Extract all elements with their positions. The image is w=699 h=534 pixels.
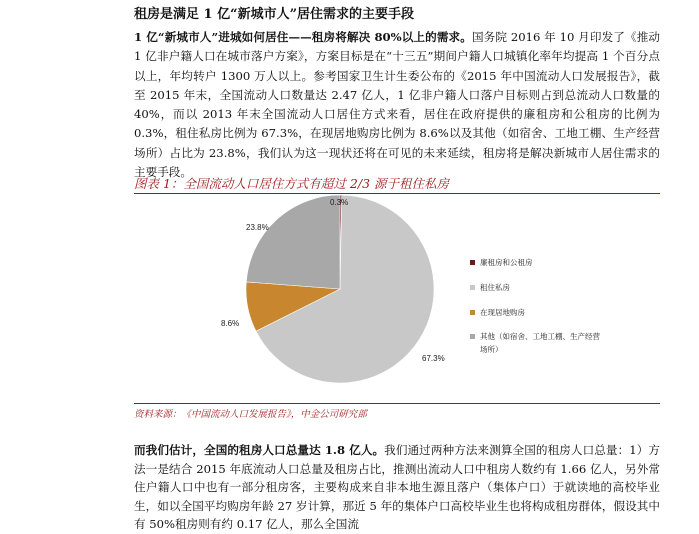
- pie-slice-other: [246, 195, 340, 289]
- legend-swatch-3: [470, 334, 475, 339]
- legend-item-0: [470, 256, 630, 269]
- legend-label-1: 租住私房: [480, 283, 510, 292]
- legend-label-2: 在现居地购房: [480, 308, 525, 317]
- legend-item-3: [470, 330, 630, 356]
- pie-label-3: 23.8%: [246, 223, 269, 232]
- intro-body: 国务院 2016 年 10 月印发了《推动 1 亿非户籍人口在城市落户方案》，方案目标是在“十三五”期间户籍人口城镇化率年均提高 1 个百分点以上，年均转户 1300 万人以上。参考国家卫生计生委公布的《2015 年中国流动人口发展报告》，截至 2015 年末，全国流动人口数量达 2.47 亿人，1 亿非户籍人口落户目标则占到总流动人口数量的 40%，而以 2013 年末全国流动人口居住方式来看，居住在政府提供的廉租房和公租房的比例为 0.3%，租住私房比例为 67.3%，在现居地购房比例为 8.6%以及其他（如宿舍、工地工棚、生产经营场所）占比为 23.8%，我们认为这一现状还将在可见的未来延续，租房将是解决新城市人居住需求的主要手段。: [134, 30, 660, 180]
- pie-label-2: 8.6%: [221, 319, 240, 328]
- figure-title: 图表 1：全国流动人口居住方式有超过 2/3 源于租住私房: [134, 176, 449, 191]
- estimate-lead: 而我们估计，全国的租房人口总量达 1.8 亿人。: [134, 443, 385, 457]
- figure-bottom-rule: [134, 403, 660, 404]
- estimate-body: 我们通过两种方法来测算全国的租房人口总量：1）方法一是结合 2015 年底流动人口总量及租房占比，推测出流动人口中租房人数约有 1.66 亿人，另外常住户籍人口中也有一部分租房客，主要构成来自非本地生源且落户（集体户口）于就读地的高校毕业生，如以全国平均购房年龄 27 岁计算，那近 5 年的集体户口高校毕业生也将构成租房群体，假设其中有 50%租房则有约 0.17 亿人，那么全国流: [134, 443, 660, 532]
- pie-label-0: 0.3%: [330, 198, 349, 207]
- intro-lead: 1 亿“新城市人”进城如何居住——租房将解决 80%以上的需求。: [134, 30, 472, 44]
- legend-label-3: 其他（如宿舍、工地工棚、生产经营场所）: [480, 332, 600, 354]
- figure-source: 资料来源：《中国流动人口发展报告》，中金公司研究部: [134, 409, 367, 420]
- pie-label-1: 67.3%: [422, 354, 445, 363]
- legend-label-0: 廉租房和公租房: [480, 258, 533, 267]
- legend-swatch-1: [470, 285, 475, 290]
- legend-swatch-0: [470, 260, 475, 265]
- section-heading: 租房是满足 1 亿“新城市人”居住需求的主要手段: [134, 7, 415, 22]
- estimate-paragraph: [134, 441, 660, 534]
- legend-swatch-2: [470, 310, 475, 315]
- legend-item-2: [470, 306, 630, 319]
- legend-item-1: [470, 281, 630, 294]
